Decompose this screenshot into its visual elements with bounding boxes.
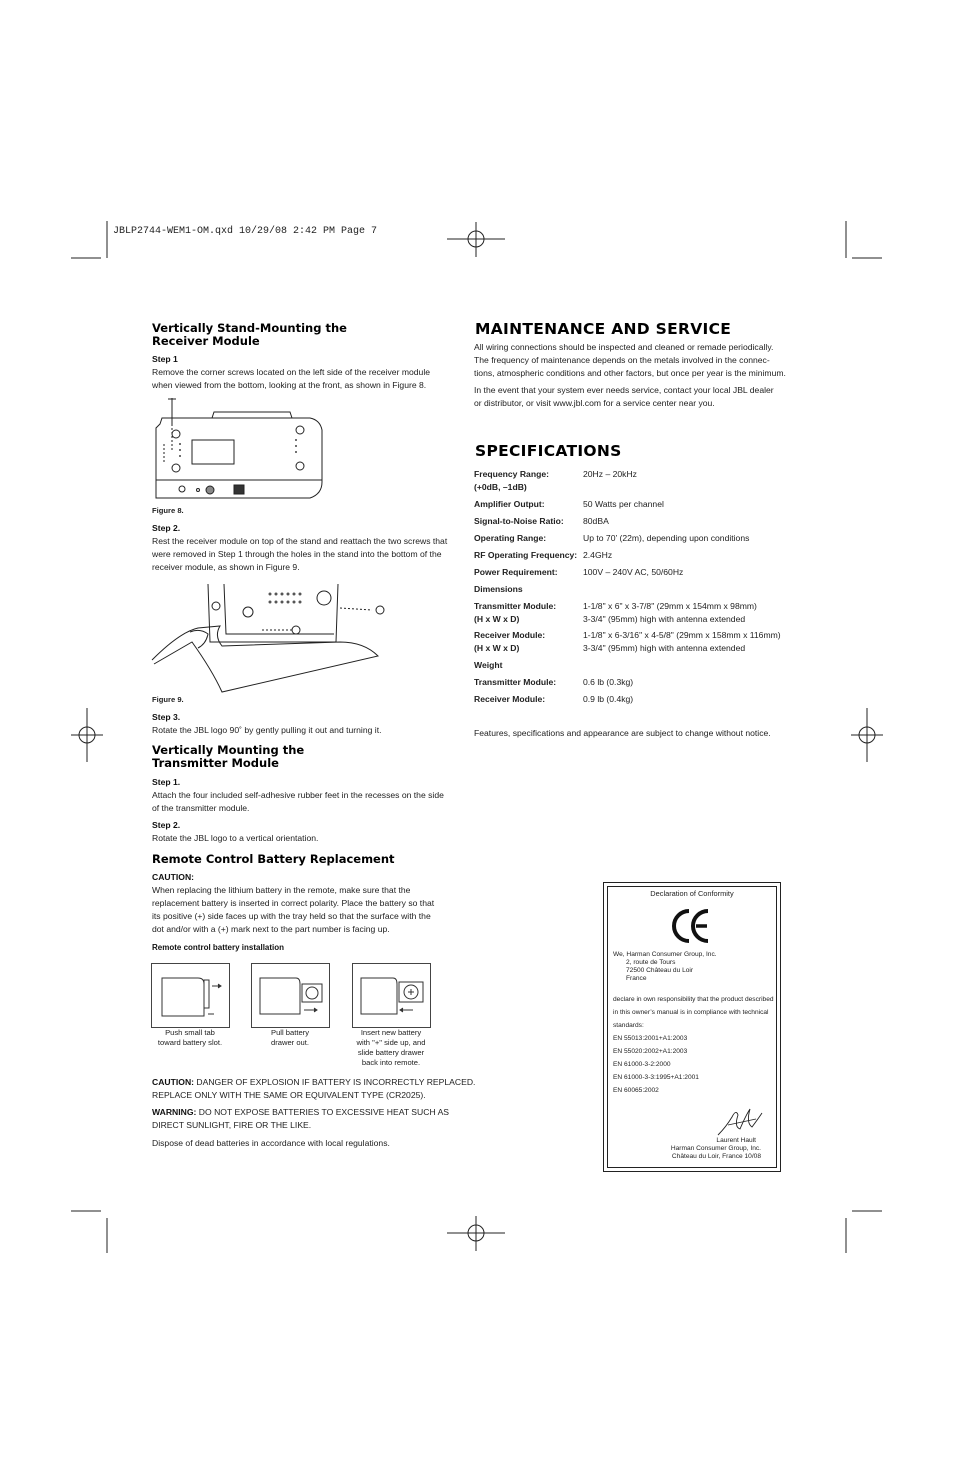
declaration-line: declare in own responsibility that the product described <box>613 996 774 1003</box>
file-slug: JBLP2744-WEM1-OM.qxd 10/29/08 2:42 PM Page 7 <box>113 226 378 237</box>
signatory-name: Laurent Hault <box>716 1137 756 1144</box>
step-label: Step 2. <box>152 523 181 533</box>
declaration-line: standards: <box>613 1022 644 1029</box>
heat-warning <box>152 1106 449 1132</box>
text-line: receiver module, as shown in Figure 9. <box>152 562 300 572</box>
step-label: Step 3. <box>152 712 181 722</box>
battery-step-3-figure <box>352 963 431 1028</box>
specifications-title: SPECIFICATIONS <box>475 442 622 460</box>
step-label: Step 1 <box>152 354 178 364</box>
title-line: Transmitter Module <box>152 756 279 770</box>
spec-value-line: 3-3/4" (95mm) high with antenna extended <box>583 614 746 624</box>
spec-key <box>474 468 549 494</box>
caution-text: DANGER OF EXPLOSION IF BATTERY IS INCORRECTLY REPLACED. <box>194 1077 476 1087</box>
caption-line: Push small tab <box>165 1028 215 1037</box>
text-line: Rest the receiver module on top of the stand and reattach the two screws that <box>152 536 448 546</box>
step-text <box>152 366 430 392</box>
address-line: We, Harman Consumer Group, Inc. <box>613 951 717 958</box>
declaration-of-conformity <box>603 882 781 1172</box>
caution-text <box>152 884 434 936</box>
figure-9-caption: Figure 9. <box>152 695 184 704</box>
spec-value: 0.9 lb (0.4kg) <box>583 694 634 704</box>
ce-mark <box>672 907 712 947</box>
text-line: tions, atmospheric conditions and other factors, but once per year is the minimum. <box>474 368 786 378</box>
spec-key-line: Transmitter Module: <box>474 601 557 611</box>
caption-line: back into remote. <box>361 1058 421 1067</box>
figure-8-illustration <box>150 394 330 504</box>
declaration-title: Declaration of Conformity <box>650 889 734 898</box>
standard-line: EN 55020:2002+A1:2003 <box>613 1048 688 1055</box>
address-line: France <box>626 975 647 982</box>
spec-key: Transmitter Module: <box>474 677 557 687</box>
title-line: Receiver Module <box>152 334 260 348</box>
spec-key <box>474 629 545 655</box>
standard-line: EN 55013:2001+A1:2003 <box>613 1035 688 1042</box>
spec-key: Power Requirement: <box>474 567 558 577</box>
battery-step-2-figure <box>251 963 330 1028</box>
spec-value-line: 3-3/4" (95mm) high with antenna extended <box>583 643 746 653</box>
battery-step-1-caption <box>150 1028 230 1048</box>
spec-key: Amplifier Output: <box>474 499 545 509</box>
caption-line: slide battery drawer <box>357 1048 425 1057</box>
spec-value: 100V – 240V AC, 50/60Hz <box>583 567 684 577</box>
spec-key-line: (H x W x D) <box>474 643 520 653</box>
spec-value: 0.6 lb (0.3kg) <box>583 677 634 687</box>
spec-key-line: (+0dB, –1dB) <box>474 482 527 492</box>
text-line: Remove the corner screws located on the left side of the receiver module <box>152 367 431 377</box>
spec-key: RF Operating Frequency: <box>474 550 578 560</box>
battery-installation-label: Remote control battery installation <box>152 943 285 952</box>
explosion-caution <box>152 1076 475 1102</box>
text-line: All wiring connections should be inspected and cleaned or remade periodically. <box>474 342 774 352</box>
battery-step-3-caption <box>346 1028 436 1068</box>
section-title-transmitter <box>152 744 304 770</box>
text-line: when viewed from the bottom, looking at the front, as shown in Figure 8. <box>152 380 427 390</box>
section-title-stand-mounting <box>152 322 347 348</box>
spec-key-line: Frequency Range: <box>474 469 549 479</box>
text-line: were removed in Step 1 through the holes in the stand into the bottom of the <box>152 549 442 559</box>
title-line: Vertically Mounting the <box>152 743 305 757</box>
standard-line: EN 61000-3-3:1995+A1:2001 <box>613 1074 699 1081</box>
standard-line: EN 61000-3-2:2000 <box>613 1061 671 1068</box>
maintenance-title: MAINTENANCE AND SERVICE <box>475 320 732 338</box>
text-line: or distributor, or visit www.jbl.com for a service center near you. <box>474 398 715 408</box>
warning-label: WARNING: <box>152 1107 197 1117</box>
text-line <box>152 1106 449 1119</box>
spec-key: Weight <box>474 660 503 670</box>
spec-key: Dimensions <box>474 584 523 594</box>
caption-line: Insert new battery <box>360 1028 422 1037</box>
declaration-line: in this owner’s manual is in compliance with technical <box>613 1009 769 1016</box>
address-line: 2, route de Tours <box>626 959 676 966</box>
text-line <box>152 1076 475 1089</box>
step-text: Rotate the JBL logo to a vertical orientation. <box>152 833 319 843</box>
spec-value: 50 Watts per channel <box>583 499 664 509</box>
caution-label: CAUTION: <box>152 872 195 882</box>
step-text: Rotate the JBL logo 90˚ by gently pulling it out and turning it. <box>152 725 382 735</box>
battery-step-1-figure <box>151 963 230 1028</box>
spec-key <box>474 600 556 626</box>
text-line: replacement battery is inserted in correct polarity. Place the battery so that <box>152 898 435 908</box>
spec-value-line: 20Hz – 20kHz <box>583 469 637 479</box>
spec-value <box>583 600 757 626</box>
text-line: REPLACE ONLY WITH THE SAME OR EQUIVALENT TYPE (CR2025). <box>152 1090 426 1100</box>
change-notice: Features, specifications and appearance are subject to change without notice. <box>474 728 771 738</box>
spec-key: Signal-to-Noise Ratio: <box>474 516 564 526</box>
dispose-note: Dispose of dead batteries in accordance with local regulations. <box>152 1138 390 1148</box>
spec-value-line: 1-1/8" x 6-3/16" x 4-5/8" (29mm x 158mm x 116mm) <box>583 630 781 640</box>
figure-8-caption: Figure 8. <box>152 506 184 515</box>
section-title-battery: Remote Control Battery Replacement <box>152 852 395 866</box>
step-label: Step 2. <box>152 820 181 830</box>
figure-9-illustration <box>150 582 390 694</box>
caption-line: toward battery slot. <box>157 1038 223 1047</box>
text-line: of the transmitter module. <box>152 803 250 813</box>
text-line: Attach the four included self-adhesive rubber feet in the recesses on the side <box>152 790 444 800</box>
title-line: Vertically Stand-Mounting the <box>152 321 347 335</box>
text-line: In the event that your system ever needs service, contact your local JBL dealer <box>474 385 774 395</box>
spec-value: 80dBA <box>583 516 609 526</box>
step-text <box>152 535 447 574</box>
text-line: When replacing the lithium battery in the remote, make sure that the <box>152 885 411 895</box>
maintenance-text <box>474 341 786 380</box>
text-line: The frequency of maintenance depends on the metals involved in the connec- <box>474 355 770 365</box>
spec-value <box>583 468 637 481</box>
step-text <box>152 789 444 815</box>
warning-text: DO NOT EXPOSE BATTERIES TO EXCESSIVE HEAT SUCH AS <box>196 1107 450 1117</box>
standard-line: EN 60065:2002 <box>613 1087 659 1094</box>
caption-line: Pull battery <box>271 1028 309 1037</box>
spec-key: Operating Range: <box>474 533 547 543</box>
signature <box>716 1105 766 1139</box>
spec-key-line: (H x W x D) <box>474 614 520 624</box>
spec-value <box>583 629 781 655</box>
spec-value: Up to 70’ (22m), depending upon conditions <box>583 533 750 543</box>
caption-line: drawer out. <box>271 1038 309 1047</box>
caution-label: CAUTION: <box>152 1077 195 1087</box>
battery-step-2-caption <box>250 1028 330 1048</box>
text-line: DIRECT SUNLIGHT, FIRE OR THE LIKE. <box>152 1120 312 1130</box>
service-text <box>474 384 774 410</box>
spec-key-line: Receiver Module: <box>474 630 546 640</box>
signatory-place-date: Château du Loir, France 10/08 <box>671 1153 761 1160</box>
text-line: its positive (+) side faces up with the tray held so that the surface with the <box>152 911 431 921</box>
spec-value: 2.4GHz <box>583 550 613 560</box>
spec-value-line: 1-1/8" x 6" x 3-7/8" (29mm x 154mm x 98mm) <box>583 601 757 611</box>
address-line: 72500 Château du Loir <box>626 967 694 974</box>
caption-line: with "+" side up, and <box>356 1038 426 1047</box>
step-label: Step 1. <box>152 777 181 787</box>
spec-key: Receiver Module: <box>474 694 546 704</box>
signatory-company: Harman Consumer Group, Inc. <box>670 1145 761 1152</box>
text-line: dot and/or with a (+) mark next to the part number is facing up. <box>152 924 390 934</box>
